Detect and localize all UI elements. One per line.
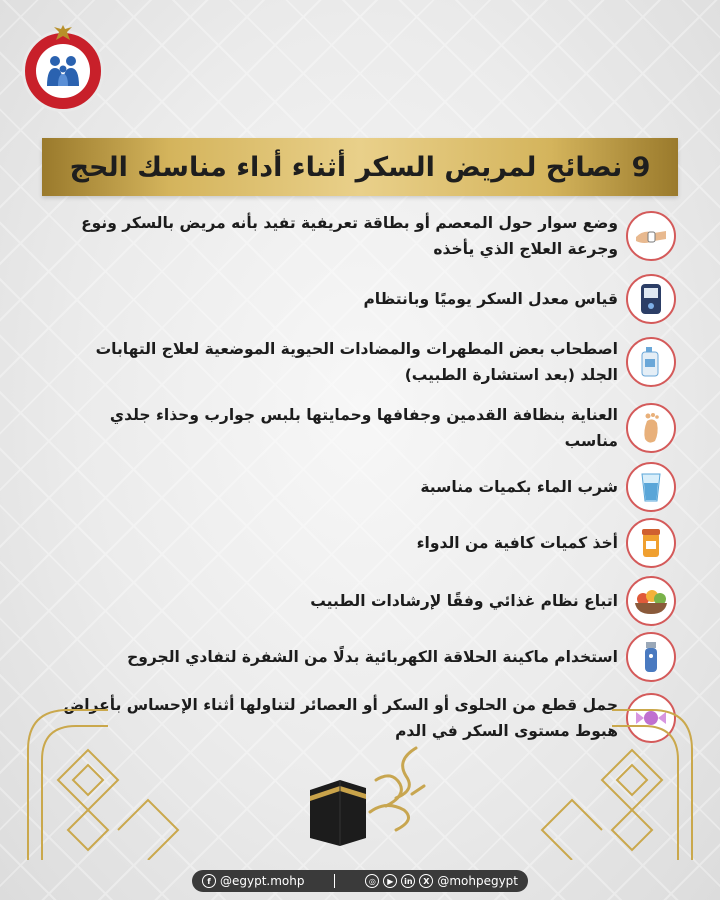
tip-item — [46, 632, 676, 682]
antiseptic-bottle-icon — [626, 337, 676, 387]
tip-text: العناية بنظافة القدمين وجفافها وحمايتها بلبس جوارب وحذاء جلدي مناسب — [109, 406, 618, 450]
tip-text: اتباع نظام غذائي وفقًا لإرشادات الطبيب — [310, 592, 618, 610]
food-bowl-icon — [626, 576, 676, 626]
x-icon: X — [419, 874, 433, 888]
tip-text: اصطحاب بعض المطهرات والمضادات الحيوية الموضعية لعلاج التهابات الجلد (بعد استشارة الطبيب) — [95, 340, 618, 384]
logo-inner — [36, 44, 90, 98]
ornament-left — [18, 690, 198, 860]
water-glass-icon — [626, 462, 676, 512]
youtube-icon: ▶ — [383, 874, 397, 888]
tip-text: وضع سوار حول المعصم أو بطاقة تعريفية تفيد بأنه مريض بالسكر ونوع وجرعة العلاج الذي يأخذه — [81, 214, 618, 258]
social-label: @mohpegypt — [437, 874, 518, 888]
tip-item — [46, 210, 676, 262]
page-title: 9 نصائح لمريض السكر أثناء أداء مناسك الحج — [69, 151, 651, 183]
tip-text: شرب الماء بكميات مناسبة — [420, 478, 618, 496]
glucometer-icon — [626, 274, 676, 324]
tip-item — [46, 518, 676, 568]
tip-text: أخذ كميات كافية من الدواء — [416, 534, 618, 552]
tip-item — [46, 274, 676, 324]
ministry-logo — [22, 30, 104, 112]
title-banner — [42, 138, 678, 196]
ornament-right — [522, 690, 702, 860]
social-handles[interactable] — [365, 874, 518, 888]
eagle-emblem-icon — [52, 24, 74, 42]
electric-razor-icon — [626, 632, 676, 682]
medicine-icon — [626, 518, 676, 568]
tip-item — [46, 576, 676, 626]
tip-text: حمل قطع من الحلوى أو السكر أو العصائر لتناولها أثناء الإحساس بأعراض هبوط مستوى السكر في الدم — [63, 696, 618, 740]
tip-text: استخدام ماكينة الحلاقة الكهربائية بدلًا من الشفرة لتفادي الجروح — [127, 648, 618, 666]
tip-item — [46, 462, 676, 512]
footer-divider — [334, 874, 335, 888]
tip-item — [46, 336, 676, 388]
instagram-icon: ◎ — [365, 874, 379, 888]
tip-text: قياس معدل السكر يوميًا وبانتظام — [363, 290, 618, 308]
linkedin-icon: in — [401, 874, 415, 888]
family-icon — [43, 54, 83, 88]
facebook-handle[interactable] — [202, 874, 305, 888]
tip-item — [46, 402, 676, 454]
calligraphy-ornament — [356, 740, 436, 836]
foot-icon — [626, 403, 676, 453]
wristband-icon — [626, 211, 676, 261]
social-footer — [192, 870, 528, 892]
facebook-label: @egypt.mohp — [220, 874, 305, 888]
facebook-icon: f — [202, 874, 216, 888]
